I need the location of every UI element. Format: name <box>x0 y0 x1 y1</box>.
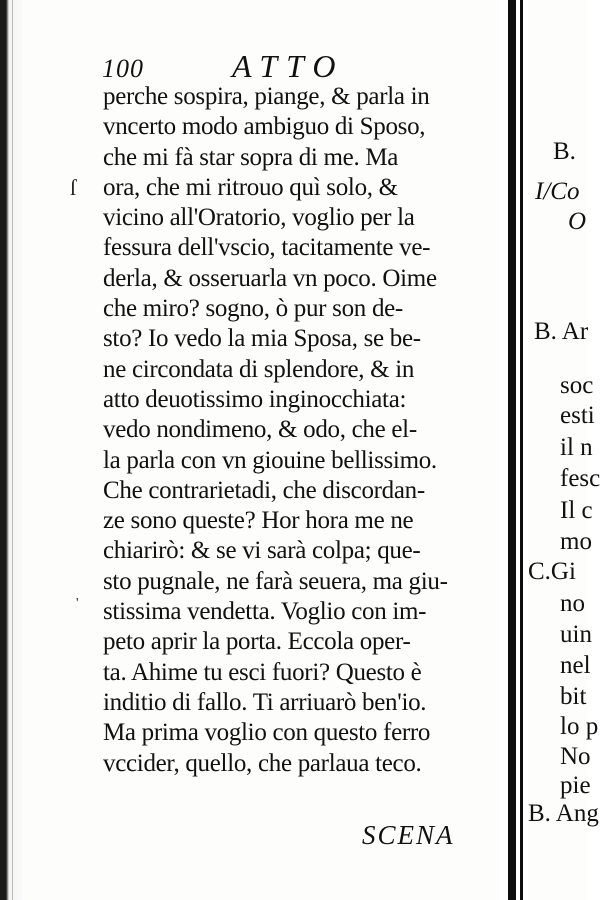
facing-fragment: uin <box>560 621 592 648</box>
running-head: ATTO <box>232 48 345 84</box>
facing-fragment: Il c <box>560 497 593 524</box>
text-line: fessura dell'vscio, tacitamente ve- <box>103 234 431 262</box>
facing-fragment: bit <box>560 683 587 710</box>
catchword: SCENA <box>362 820 455 850</box>
facing-fragment: B. <box>553 138 576 165</box>
facing-fragment: lo p <box>560 713 599 740</box>
binding-fold <box>508 0 516 900</box>
binding-fold-edge <box>520 0 523 900</box>
text-line: vedo nondimeno, & odo, che el- <box>103 416 417 444</box>
text-line: chiarirò: & se vi sarà colpa; que- <box>103 537 421 565</box>
text-line: la parla con vn giouine bellissimo. <box>103 446 437 474</box>
margin-mark: ' <box>76 596 79 611</box>
text-line: Ma prima voglio con questo ferro <box>103 719 431 747</box>
facing-fragment: B. Ar <box>534 318 589 345</box>
facing-fragment: B. Ang <box>528 800 599 827</box>
text-line: ora, che mi ritrouo quì solo, & <box>103 173 398 201</box>
text-line: vccider, quello, che parlaua teco. <box>103 749 422 777</box>
facing-fragment: I/Co <box>535 178 580 205</box>
text-line: peto aprir la porta. Eccola oper- <box>103 628 411 656</box>
facing-page <box>528 0 600 900</box>
text-line: sto? Io vedo la mia Sposa, se be- <box>103 325 421 353</box>
text-line: vicino all'Oratorio, voglio per la <box>103 204 415 232</box>
text-line: inditio di fallo. Ti arriuarò ben'io. <box>103 688 427 716</box>
margin-mark: ſ <box>70 175 77 200</box>
facing-fragment: esti <box>560 402 595 429</box>
facing-fragment: soc <box>560 372 594 399</box>
text-line: sto pugnale, ne farà seuera, ma giu- <box>103 567 448 595</box>
previous-pages-edge <box>0 0 22 900</box>
text-line: che miro? sogno, ò pur son de- <box>103 295 403 323</box>
text-line: derla, & osseruarla vn poco. Oime <box>103 264 437 292</box>
text-line: perche sospira, piange, & parla in <box>103 83 430 110</box>
text-line: ta. Ahime tu esci fuori? Questo è <box>103 658 422 686</box>
facing-fragment: no <box>560 590 585 617</box>
facing-fragment: No <box>560 743 591 770</box>
facing-fragment: C.Gi <box>528 558 576 585</box>
facing-fragment: il n <box>560 434 593 461</box>
facing-fragment: O <box>568 208 587 235</box>
text-line: ne circondata di splendore, & in <box>103 355 415 383</box>
main-text-column <box>103 82 503 779</box>
facing-fragment: nel <box>560 652 591 679</box>
text-line: ze sono queste? Hor hora me ne <box>103 507 414 535</box>
text-line: atto deuotissimo inginocchiata: <box>103 385 407 413</box>
page-number: 100 <box>102 54 144 83</box>
text-line: Che contrarietadi, che discordan- <box>103 476 425 504</box>
text-line: stissima vendetta. Voglio con im- <box>103 598 427 626</box>
facing-fragment: fesc <box>560 465 600 492</box>
facing-fragment: pie <box>560 772 591 799</box>
text-line: vncerto modo ambiguo di Sposo, <box>103 113 426 141</box>
facing-fragment: mo <box>560 528 592 555</box>
text-line: che mi fà star sopra di me. Ma <box>103 143 399 171</box>
